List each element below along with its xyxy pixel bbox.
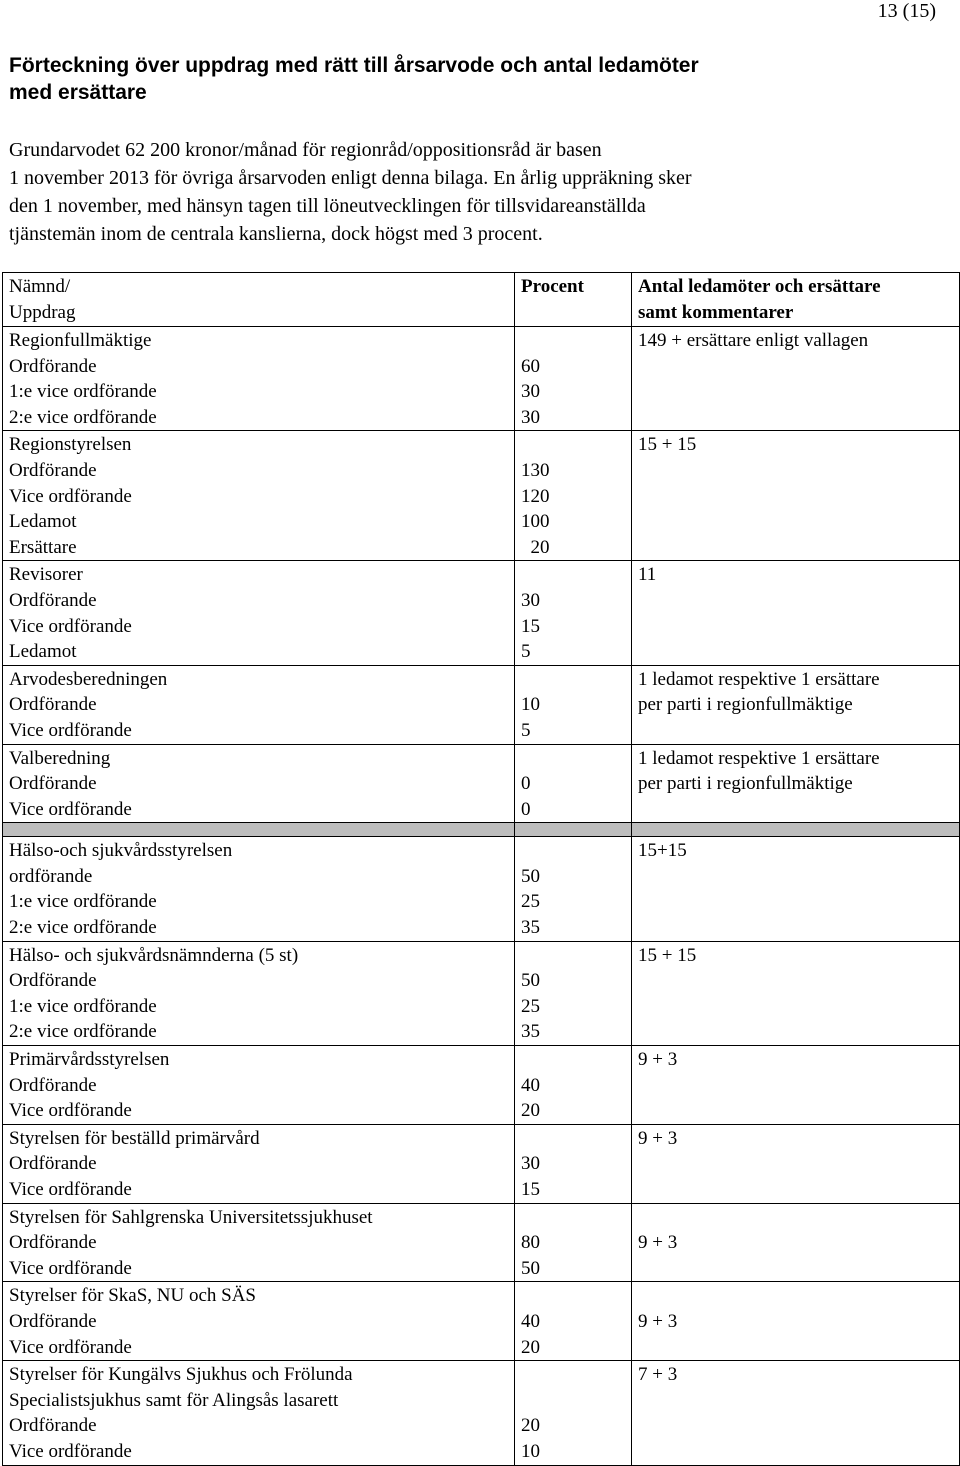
percent-value bbox=[521, 1362, 631, 1388]
percent-cell bbox=[515, 327, 632, 431]
assignment-line: Ordförande bbox=[9, 694, 97, 716]
table-row bbox=[3, 561, 960, 665]
percent-value bbox=[521, 943, 631, 969]
table-row bbox=[3, 431, 960, 561]
assignment-line: Ordförande bbox=[9, 1153, 97, 1175]
percent-cell bbox=[515, 665, 632, 744]
table-body bbox=[3, 273, 960, 1466]
percent-cell bbox=[515, 561, 632, 665]
assignment-line: 2:e vice ordförande bbox=[9, 406, 157, 428]
assignment-line: Arvodesberedningen bbox=[9, 668, 168, 690]
assignment-line: Vice ordförande bbox=[9, 1336, 132, 1358]
assignment-line: Regionstyrelsen bbox=[9, 434, 132, 456]
members-line: 9 + 3 bbox=[638, 1232, 678, 1254]
table-row bbox=[3, 327, 960, 431]
percent-value: 40 bbox=[521, 1074, 540, 1096]
percent-value: 10 bbox=[521, 1440, 540, 1462]
table-row bbox=[3, 1124, 960, 1203]
members-cell bbox=[632, 1203, 960, 1282]
percent-value: 20 bbox=[521, 536, 550, 558]
assignment-line: Ordförande bbox=[9, 459, 97, 481]
assignment-line: Ordförande bbox=[9, 1074, 97, 1096]
percent-value: 15 bbox=[521, 615, 540, 637]
members-line: 7 + 3 bbox=[638, 1364, 678, 1386]
members-cell bbox=[632, 837, 960, 941]
percent-cell bbox=[515, 1203, 632, 1282]
percent-value: 10 bbox=[521, 694, 540, 716]
table-header-row bbox=[3, 273, 960, 327]
members-cell bbox=[632, 1282, 960, 1361]
assignment-cell bbox=[3, 665, 515, 744]
separator-cell bbox=[632, 823, 960, 837]
members-cell bbox=[632, 941, 960, 1045]
percent-value: 40 bbox=[521, 1310, 540, 1332]
percent-value: 20 bbox=[521, 1336, 540, 1358]
assignment-line: Styrelsen för Sahlgrenska Universitetssjukhuset bbox=[9, 1206, 373, 1228]
members-line: 9 + 3 bbox=[638, 1127, 678, 1149]
percent-cell bbox=[515, 1124, 632, 1203]
members-cell bbox=[632, 1124, 960, 1203]
members-line: 9 + 3 bbox=[638, 1310, 678, 1332]
assignment-line: 1:e vice ordförande bbox=[9, 891, 157, 913]
intro-line: Grundarvodet 62 200 kronor/månad för regionråd/oppositionsråd är basen bbox=[9, 139, 602, 161]
assignment-cell bbox=[3, 431, 515, 561]
intro-paragraph bbox=[9, 136, 949, 248]
assignment-line: Hälso-och sjukvårdsstyrelsen bbox=[9, 840, 233, 862]
header-line: Uppdrag bbox=[9, 301, 76, 323]
page-number: 13 (15) bbox=[877, 0, 936, 22]
assignment-line: Ledamot bbox=[9, 641, 77, 663]
assignment-cell bbox=[3, 1282, 515, 1361]
table-row bbox=[3, 1203, 960, 1282]
members-cell bbox=[632, 561, 960, 665]
members-line: 1 ledamot respektive 1 ersättare bbox=[638, 668, 880, 690]
percent-value: 30 bbox=[521, 381, 540, 403]
members-line: 15 + 15 bbox=[638, 944, 697, 966]
assignment-line: Vice ordförande bbox=[9, 615, 132, 637]
assignment-line: Primärvårdsstyrelsen bbox=[9, 1049, 170, 1071]
separator-cell bbox=[515, 823, 632, 837]
assignment-line: Styrelsen för beställd primärvård bbox=[9, 1127, 260, 1149]
percent-value: 130 bbox=[521, 459, 550, 481]
assignment-line: Ersättare bbox=[9, 536, 77, 558]
percent-value: 100 bbox=[521, 511, 550, 533]
percent-value: 50 bbox=[521, 865, 540, 887]
members-line: 15 + 15 bbox=[638, 434, 697, 456]
percent-value bbox=[521, 746, 631, 772]
percent-cell bbox=[515, 431, 632, 561]
assignments-table bbox=[2, 272, 960, 1466]
percent-value: 0 bbox=[521, 798, 531, 820]
members-line bbox=[638, 1283, 959, 1309]
percent-value: 25 bbox=[521, 995, 540, 1017]
intro-line: 1 november 2013 för övriga årsarvoden enligt denna bilaga. En årlig uppräkning sker bbox=[9, 167, 692, 189]
assignment-line: Revisorer bbox=[9, 564, 83, 586]
table-row bbox=[3, 1282, 960, 1361]
percent-value: 30 bbox=[521, 1153, 540, 1175]
assignment-line: Styrelser för Kungälvs Sjukhus och Frölunda bbox=[9, 1364, 353, 1386]
table-row bbox=[3, 1046, 960, 1125]
members-line: 9 + 3 bbox=[638, 1049, 678, 1071]
separator-cell bbox=[3, 823, 515, 837]
percent-value bbox=[521, 1283, 631, 1309]
percent-value: 50 bbox=[521, 1257, 540, 1279]
assignment-line: Regionfullmäktige bbox=[9, 330, 152, 351]
members-line: 1 ledamot respektive 1 ersättare bbox=[638, 747, 880, 769]
percent-value: 30 bbox=[521, 406, 540, 428]
table-row bbox=[3, 837, 960, 941]
percent-value: 25 bbox=[521, 891, 540, 913]
assignment-cell bbox=[3, 744, 515, 823]
members-line: per parti i regionfullmäktige bbox=[638, 694, 853, 716]
title-line: med ersättare bbox=[9, 81, 147, 104]
percent-value: 60 bbox=[521, 355, 540, 377]
percent-value: 35 bbox=[521, 917, 540, 939]
assignment-cell bbox=[3, 1361, 515, 1465]
assignment-line: Vice ordförande bbox=[9, 1257, 132, 1279]
assignment-line: Ordförande bbox=[9, 355, 97, 377]
percent-value: 5 bbox=[521, 719, 531, 741]
assignment-cell bbox=[3, 941, 515, 1045]
intro-line: den 1 november, med hänsyn tagen till löneutvecklingen för tillsvidareanställda bbox=[9, 195, 646, 217]
percent-cell bbox=[515, 837, 632, 941]
header-cell-percent bbox=[515, 273, 632, 327]
assignment-line: 1:e vice ordförande bbox=[9, 995, 157, 1017]
assignment-cell bbox=[3, 561, 515, 665]
header-line: Nämnd/ bbox=[9, 276, 71, 297]
percent-cell bbox=[515, 941, 632, 1045]
assignment-line: 2:e vice ordförande bbox=[9, 917, 157, 939]
percent-value bbox=[521, 1126, 631, 1152]
assignment-line: Styrelser för SkaS, NU och SÄS bbox=[9, 1285, 256, 1307]
percent-value: 20 bbox=[521, 1415, 540, 1437]
percent-cell bbox=[515, 1046, 632, 1125]
members-cell bbox=[632, 744, 960, 823]
table-separator-row bbox=[3, 823, 960, 837]
assignment-cell bbox=[3, 837, 515, 941]
assignment-line: Ledamot bbox=[9, 511, 77, 533]
percent-value bbox=[521, 432, 631, 458]
percent-value: 0 bbox=[521, 773, 531, 795]
table-row bbox=[3, 941, 960, 1045]
assignment-line: 2:e vice ordförande bbox=[9, 1021, 157, 1043]
assignment-cell bbox=[3, 1124, 515, 1203]
header-line: samt kommentarer bbox=[638, 301, 794, 323]
header-cell-assignment bbox=[3, 273, 515, 327]
members-cell bbox=[632, 1046, 960, 1125]
title-line: Förteckning över uppdrag med rätt till årsarvode och antal ledamöter bbox=[9, 54, 699, 77]
percent-value: 20 bbox=[521, 1100, 540, 1122]
members-line: 15+15 bbox=[638, 840, 687, 862]
members-line: per parti i regionfullmäktige bbox=[638, 773, 853, 795]
percent-value: 35 bbox=[521, 1021, 540, 1043]
assignment-line: Ordförande bbox=[9, 589, 97, 611]
intro-line: tjänstemän inom de centrala kanslierna, dock högst med 3 procent. bbox=[9, 223, 543, 245]
percent-value: 15 bbox=[521, 1179, 540, 1200]
assignment-line: Ordförande bbox=[9, 773, 97, 795]
assignment-line: Valberedning bbox=[9, 747, 111, 769]
percent-value bbox=[521, 667, 631, 693]
members-line bbox=[638, 1205, 959, 1231]
table-row bbox=[3, 665, 960, 744]
members-cell bbox=[632, 431, 960, 561]
header-line: Antal ledamöter och ersättare bbox=[638, 276, 881, 297]
percent-value bbox=[521, 328, 631, 354]
assignment-line: Vice ordförande bbox=[9, 798, 132, 820]
header-cell-members bbox=[632, 273, 960, 327]
assignment-line: Ordförande bbox=[9, 970, 97, 992]
percent-value: 5 bbox=[521, 641, 531, 663]
members-cell bbox=[632, 327, 960, 431]
percent-cell bbox=[515, 1282, 632, 1361]
percent-value bbox=[521, 1388, 631, 1414]
percent-value bbox=[521, 562, 631, 588]
percent-value: 120 bbox=[521, 485, 550, 507]
members-cell bbox=[632, 665, 960, 744]
members-cell bbox=[632, 1361, 960, 1465]
members-line: 149 + ersättare enligt vallagen bbox=[638, 330, 869, 351]
percent-cell bbox=[515, 744, 632, 823]
assignment-line: Ordförande bbox=[9, 1310, 97, 1332]
assignment-cell bbox=[3, 1203, 515, 1282]
assignment-line: Hälso- och sjukvårdsnämnderna (5 st) bbox=[9, 944, 299, 966]
assignment-line: Vice ordförande bbox=[9, 1179, 132, 1200]
assignment-cell bbox=[3, 327, 515, 431]
assignment-line: Vice ordförande bbox=[9, 485, 132, 507]
assignment-line: Vice ordförande bbox=[9, 1440, 132, 1462]
percent-value bbox=[521, 1047, 631, 1073]
percent-cell bbox=[515, 1361, 632, 1465]
assignment-line: Ordförande bbox=[9, 1415, 97, 1437]
table-row bbox=[3, 1361, 960, 1465]
members-line: 11 bbox=[638, 564, 657, 586]
assignment-line: Vice ordförande bbox=[9, 1100, 132, 1122]
assignment-line: ordförande bbox=[9, 865, 93, 887]
header-line: Procent bbox=[521, 276, 584, 297]
percent-value bbox=[521, 838, 631, 864]
percent-value: 30 bbox=[521, 589, 540, 611]
assignment-line: Vice ordförande bbox=[9, 719, 132, 741]
document-title bbox=[9, 52, 929, 106]
assignment-cell bbox=[3, 1046, 515, 1125]
percent-value: 80 bbox=[521, 1232, 540, 1254]
percent-value bbox=[521, 1205, 631, 1231]
assignment-line: 1:e vice ordförande bbox=[9, 381, 157, 403]
percent-value: 50 bbox=[521, 970, 540, 992]
assignment-line: Specialistsjukhus samt för Alingsås lasarett bbox=[9, 1389, 339, 1411]
table-row bbox=[3, 744, 960, 823]
assignment-line: Ordförande bbox=[9, 1232, 97, 1254]
